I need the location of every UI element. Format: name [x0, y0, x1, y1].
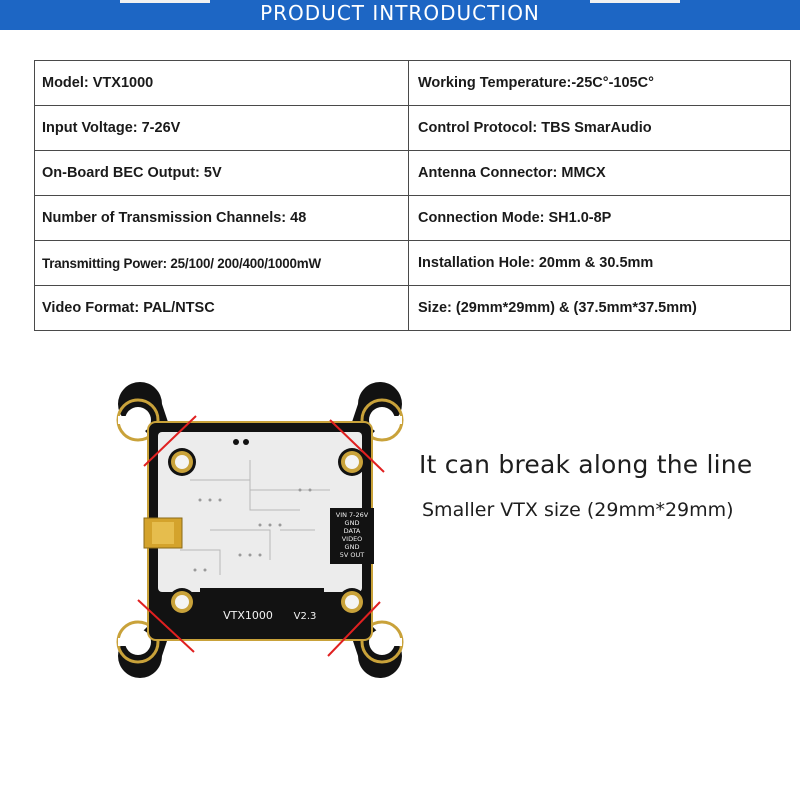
spec-antenna-connector: Antenna Connector: MMCX	[409, 151, 791, 196]
spec-video-format: Video Format: PAL/NTSC	[35, 286, 409, 331]
table-row	[35, 196, 791, 241]
spec-size: Size: (29mm*29mm) & (37.5mm*37.5mm)	[409, 286, 791, 331]
spec-working-temperature: Working Temperature:-25C°-105C°	[409, 61, 791, 106]
spec-channels: Number of Transmission Channels: 48	[35, 196, 409, 241]
pin-label-data: DATA	[343, 527, 361, 535]
size-caption: Smaller VTX size (29mm*29mm)	[422, 499, 734, 521]
mount-hole-bottom-right	[338, 588, 366, 616]
break-line-caption: It can break along the line	[419, 450, 753, 479]
spec-transmitting-power: Transmitting Power: 25/100/ 200/400/1000mW	[35, 241, 409, 286]
table-row	[35, 241, 791, 286]
test-pad	[243, 439, 249, 445]
table-row	[35, 61, 791, 106]
model-plate	[200, 588, 324, 628]
pin-label-gnd: GND	[344, 543, 360, 551]
pin-label-video: VIDEO	[341, 535, 363, 543]
silkscreen-model: VTX1000	[223, 609, 273, 622]
spec-installation-hole: Installation Hole: 20mm & 30.5mm	[409, 241, 791, 286]
mount-hole-bottom-left	[168, 588, 196, 616]
silkscreen-version: V2.3	[293, 611, 317, 622]
spec-bec-output: On-Board BEC Output: 5V	[35, 151, 409, 196]
table-row	[35, 106, 791, 151]
header-banner	[0, 0, 800, 30]
spec-control-protocol: Control Protocol: TBS SmarAudio	[409, 106, 791, 151]
table-row	[35, 286, 791, 331]
pin-label-gnd: GND	[344, 519, 360, 527]
spec-connection-mode: Connection Mode: SH1.0-8P	[409, 196, 791, 241]
pin-label-5v-out: 5V OUT	[339, 551, 365, 559]
spec-model: Model: VTX1000	[35, 61, 409, 106]
spec-table	[34, 60, 791, 331]
page-title: PRODUCT INTRODUCTION	[260, 1, 540, 25]
mmcx-connector-face	[152, 522, 174, 544]
vtx-board-illustration	[100, 380, 420, 680]
spec-input-voltage: Input Voltage: 7-26V	[35, 106, 409, 151]
mount-hole-top-right	[338, 448, 366, 476]
mount-hole-top-left	[168, 448, 196, 476]
pin-label-vin: VIN 7-26V	[335, 511, 369, 519]
table-row	[35, 151, 791, 196]
test-pad	[233, 439, 239, 445]
